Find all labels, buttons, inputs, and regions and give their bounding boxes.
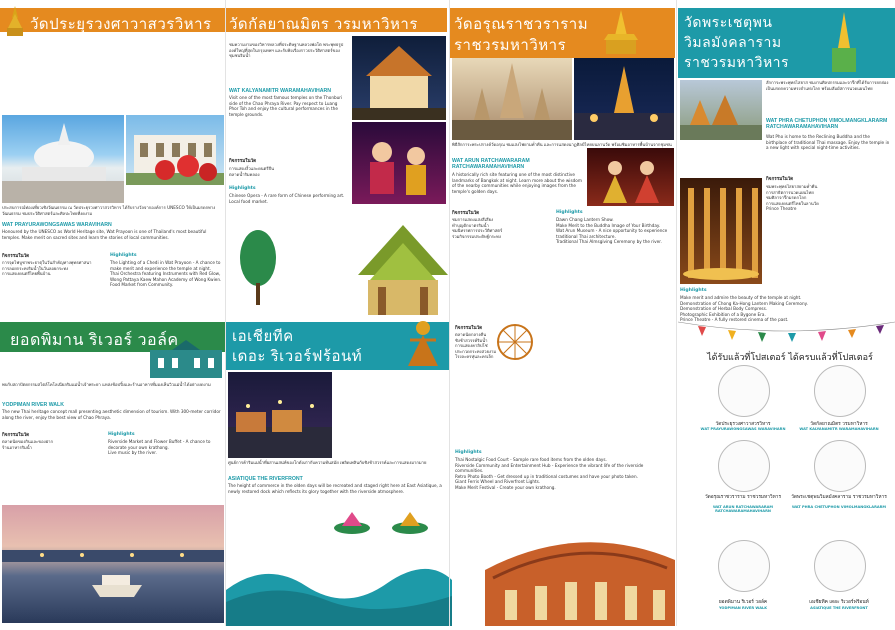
panel5-highlights-label: Highlights bbox=[108, 432, 135, 437]
panel2-photo-opera bbox=[352, 122, 446, 204]
list-item: Demonstration of Chong Ka-Hong Lantern Making Ceremony. bbox=[680, 300, 808, 306]
panel4-photo-aerial bbox=[680, 80, 762, 140]
stamp-slot-6[interactable] bbox=[814, 540, 866, 592]
list-item: การแสดงดนตรีไทยในลานวัด bbox=[766, 200, 819, 206]
panel2-photo-night-temple bbox=[352, 36, 446, 120]
list-item: ชมพระพุทธไสยาสยามค่ำคืน bbox=[766, 184, 818, 189]
panel6-activities-label: กิจกรรมในวัด bbox=[455, 326, 483, 331]
panel4-en-text: Wat Pho is home to the Reclining Buddha and the birthplace of traditional Thai massage. Enjoy the temple in a new light with special night-time activities. bbox=[766, 134, 890, 151]
panel5-photo-riverside bbox=[2, 505, 224, 623]
list-item: ชมนิทรรศการประวัติศาสตร์ bbox=[452, 228, 503, 234]
panel4-title-line2: วิมลมังคลาราม bbox=[684, 34, 782, 50]
panel2-activities-label: กิจกรรมในวัด bbox=[229, 159, 257, 164]
list-item: ทำบุญตักบาตรริมน้ำ bbox=[452, 222, 489, 228]
panel3-photo-wat-arun-day bbox=[452, 58, 572, 140]
list-item: Demonstration of Herbal Body Compress. bbox=[680, 306, 768, 312]
stamp-slot-1[interactable] bbox=[718, 365, 770, 417]
panel4-en-head: WAT PHRA CHETUPHON VIMOLMANGKLARARM RATCHAWARAMAHAVIHARN bbox=[766, 118, 888, 130]
list-item: Thai Orchestra featuring Instruments with Red Glow, Wong Pattaya Kaew Mahon Academy of Wong Kwien. bbox=[110, 271, 222, 282]
panel2-activities bbox=[229, 166, 347, 177]
panel1-en-head: WAT PRAYURAWONGSAWAS WARAVIHARN bbox=[2, 222, 112, 228]
lanterns-decoration bbox=[150, 150, 220, 185]
panel3-intro: พิธีสักการะพระปรางค์วัดอรุณ ชมแสงไฟยามค่ำคืน และการแสดงนาฏศิลป์ไทยบนลานวัด พร้อมชิมอาหารพื้นบ้านจากชุมชน bbox=[452, 142, 672, 147]
panel1-activities-label: กิจกรรมในวัด bbox=[2, 254, 30, 259]
panel6-highlights-label: Highlights bbox=[455, 450, 482, 455]
panel6-activities bbox=[455, 332, 670, 360]
list-item: Thai Nostalgic Food Court - Sample rare food items from the olden days. bbox=[455, 457, 607, 462]
list-item: Traditional Thai Almsgiving Ceremony by the river. bbox=[556, 239, 662, 245]
list-item: Chinese Opera - A rare form of Chinese performing art. bbox=[229, 193, 345, 198]
list-item: Make Merit Festival - Create your own krathong. bbox=[455, 484, 556, 490]
list-item: ตลาดนัดของกินและของฝาก bbox=[2, 439, 54, 444]
panel2-highlights-label: Highlights bbox=[229, 186, 256, 191]
list-item: Riverside Market and Flower Buffet - A chance to decorate your own krathong. bbox=[108, 439, 211, 450]
list-item: Prince Theatre - A fully restored cinema of the past. bbox=[680, 317, 789, 323]
list-item: การแสดงคาลิปโซ่ bbox=[455, 343, 488, 349]
panel3-photo-dancers bbox=[587, 148, 674, 206]
stamp-slot-6-label: เอเชียทีค เดอะ ริเวอร์ฟร้อนท์ bbox=[809, 600, 869, 605]
stamp-slot-4-label: วัดพระเชตุพนวิมลมังคลาราม ราชวรมหาวิหาร bbox=[791, 495, 887, 500]
panel3-title-line1: วัดอรุณราชวราราม bbox=[454, 16, 589, 33]
panel1-highlights-label: Highlights bbox=[110, 253, 137, 258]
list-item: ชิงช้าสวรรค์ริมน้ำ bbox=[455, 337, 488, 343]
temple-spire-icon bbox=[3, 6, 27, 38]
stamp-slot-2-sub: WAT KALYANAMITR WARAMAHAVIHARN bbox=[799, 427, 879, 431]
golden-stupa-icon bbox=[596, 10, 646, 56]
panel5-activities-label: กิจกรรมในวัด bbox=[2, 433, 30, 438]
list-item: Photographic Exhibition of a Bygone Era. bbox=[680, 311, 766, 317]
list-item: Food Market from Community. bbox=[110, 282, 174, 288]
list-item: การจุดไฟบูชาพระธาตุในวันสำคัญทางพุทธศาสนา bbox=[2, 260, 92, 265]
panel1-en-text: Honoured by the UNESCO as World Heritage site, Wat Prayoon is one of Thailand's most beautiful temples. Make merit on sacred sites and learn the stories of local communities. bbox=[2, 229, 207, 240]
panel1-title: วัดประยุรวงศาวาสวรวิหาร bbox=[30, 16, 212, 33]
panel2-en-head: WAT KALYANAMITR WARAMAHAVIHARN bbox=[229, 88, 332, 94]
panel3-highlights-label: Highlights bbox=[556, 210, 583, 215]
stamp-slot-3-label: วัดอรุณราชวราราม ราชวรมหาวิหาร bbox=[704, 495, 782, 500]
stamp-slot-2-label: วัดกัลยาณมิตร วรมหาวิหาร bbox=[810, 422, 868, 427]
divider bbox=[676, 0, 677, 626]
panel6-highlights bbox=[455, 457, 670, 491]
list-item: การลอยกระทงริมน้ำในวันลอยกระทง bbox=[2, 265, 69, 271]
list-item: โรงละครหุ่นละครเล็ก bbox=[455, 354, 494, 360]
panel6-title-line2: เดอะ ริเวอร์ฟร้อนท์ bbox=[232, 348, 363, 365]
panel4-activities bbox=[766, 184, 892, 212]
panel3-en-head: WAT ARUN RATCHAWARARAM RATCHAWARAMAHAVIHARN bbox=[452, 158, 530, 170]
list-item: ชมศิลาจารึกมรดกโลก bbox=[766, 195, 807, 201]
list-item: Dawn Chang Lantern Show. bbox=[556, 217, 614, 222]
stamp-slot-3-sub: WAT ARUN RATCHAWARARAM RATCHAWARAMAHAVIHARN bbox=[713, 505, 773, 513]
list-item: Wat Arun Museum - A nice opportunity to experience traditional Thai architecture. bbox=[556, 228, 668, 239]
krathong-icon bbox=[330, 508, 440, 536]
panel3-highlights bbox=[556, 217, 674, 245]
panel4-activities-label: กิจกรรมในวัด bbox=[766, 177, 794, 182]
panel4-intro: สักการะพระพุทธไสยาส ชมงานศิลปกรรมและจารึกที่ได้รับการยกย่องเป็นมรดกความทรงจำแห่งโลก พร้อมสัมผัสการนวดแผนไทย bbox=[766, 80, 889, 91]
panel6-title-line1: เอเชียทีค bbox=[232, 328, 294, 345]
list-item: ร่วมกิจกรรมประดิษฐ์กระทง bbox=[452, 233, 501, 239]
list-item: Make Merit to the Buddha Image of Your Birthday. bbox=[556, 222, 661, 228]
panel1-intro: ประสบการณ์ท่องเที่ยวเชิงวัฒนธรรม ณ วัดประยุรวงศาวาสวรวิหาร ได้รับรางวัลจากองค์การ UNESCO ให้เป็นมรดกทางวัฒนธรรม ชมประวัติศาสตร์และศิลปะไทยที่งดงาม bbox=[2, 205, 216, 216]
panel2-title: วัดกัลยาณมิตร วรมหาวิหาร bbox=[229, 16, 418, 33]
panel5-highlights bbox=[108, 439, 222, 456]
panel4-highlights-label: Highlights bbox=[680, 288, 707, 293]
list-item: Riverside Community and Entertainment Hub - Experience the vibrant life of the riverside communities. bbox=[455, 462, 644, 474]
list-item: Giant Ferris Wheel and Riverfront Lights. bbox=[455, 479, 541, 485]
dancer-icon bbox=[400, 318, 446, 370]
list-item: Live music by the river. bbox=[108, 450, 157, 456]
stamp-slot-1-label: วัดประยุรวงศาวาสวรวิหาร bbox=[715, 422, 771, 427]
list-item: Retro Photo Booth - Get dressed up in traditional costumes and have your photo taken. bbox=[455, 473, 638, 479]
list-item: The Lighting of a Chedi in Wat Prayoon - A chance to make merit and experience the temple at night. bbox=[110, 260, 221, 271]
panel5-activities bbox=[2, 439, 102, 450]
list-item: การแสดงงิ้วและดนตรีจีน bbox=[229, 166, 274, 171]
panel1-highlights bbox=[110, 260, 222, 288]
panel3-photo-night bbox=[574, 58, 674, 140]
panel4-title-line3: ราชวรมหาวิหาร bbox=[684, 54, 790, 70]
panel2-en-text: Visit one of the most famous temples on the Thonburi side of the Chao Phraya River. Pay respect to Luang Phor Toh and enjoy the cultural performances in the temple grounds. bbox=[229, 95, 343, 117]
flags-decoration bbox=[678, 318, 895, 344]
list-item: ร้านอาหารริมน้ำ bbox=[2, 444, 32, 450]
stamp-title: ได้รับแล้วที่โปสเตอร์ ได้ครบแล้วที่โปสเตอร์ bbox=[707, 353, 873, 363]
panel4-photo-reclining-buddha bbox=[680, 178, 762, 284]
panel3-activities-label: กิจกรรมในวัด bbox=[452, 211, 480, 216]
colonial-building-icon bbox=[150, 340, 222, 378]
list-item: การแสดงดนตรีไทยพื้นบ้าน bbox=[2, 271, 51, 277]
panel4-title-line1: วัดพระเชตุพน bbox=[684, 14, 773, 30]
list-item: Make merit and admire the beauty of the temple at night. bbox=[680, 295, 802, 300]
panel3-en-text: A historically rich site featuring one of the most distinctive landmarks of Bangkok at night. Learn more about the wisdom of the nearby communities while enjoying images from the temple's golden days. bbox=[452, 172, 582, 194]
panel5-en-text: The new Thai heritage concept mall presenting aesthetic dimension of tourism. With 300-meter corridor along the river, enjoy the best view of Chao Phraya. bbox=[2, 409, 221, 420]
stamp-slot-5-sub: YODPIMAN RIVER WALK bbox=[718, 606, 768, 610]
divider bbox=[225, 0, 226, 626]
panel6-en-text: The height of commerce in the olden days will be recreated and staged right here at East Asiatique, a newly restored dock which reflects its glory together with the riverside atmosphere. bbox=[228, 483, 442, 494]
list-item: Local food market. bbox=[229, 198, 268, 204]
divider bbox=[449, 0, 450, 626]
list-item: Prince Theatre bbox=[766, 206, 797, 212]
panel6-photo-ferris-wheel bbox=[228, 372, 332, 458]
list-item: ประกวดกระทงสวยงาม bbox=[455, 348, 497, 354]
chedi-icon bbox=[826, 12, 862, 74]
list-item: การสาธิตการนวดแผนไทย bbox=[766, 189, 814, 195]
panel3-activities bbox=[452, 217, 552, 239]
panel6-en-head: ASIATIQUE THE RIVERFRONT bbox=[228, 476, 303, 482]
list-item: ตลาดน้ำริมคลอง bbox=[229, 171, 260, 177]
stamp-slot-5-label: ยอดพิมาน ริเวอร์ วอล์ค bbox=[718, 600, 768, 605]
stamp-slot-2[interactable] bbox=[814, 365, 866, 417]
panel1-activities bbox=[2, 260, 102, 277]
panel3-title-line2: ราชวรมหาวิหาร bbox=[454, 37, 567, 54]
list-item: ชมการแสดงแสงสีเสียง bbox=[452, 217, 494, 222]
panel6-intro: ศูนย์การค้าริมแม่น้ำที่ผสานเสน่ห์ของโกดังเก่ากับความทันสมัย เพลิดเพลินกับชิงช้าสวรรค์และการแสดงมากมาย bbox=[228, 460, 427, 465]
stamp-slot-5[interactable] bbox=[718, 540, 770, 592]
panel5-en-head: YODPIMAN RIVER WALK bbox=[2, 402, 64, 408]
stamp-slot-4-sub: WAT PHRA CHETUPHON VIMOLMANGKLARARM bbox=[792, 505, 886, 509]
wave-decoration bbox=[226, 540, 452, 626]
pavilion-illustration bbox=[358, 225, 448, 320]
warehouse-illustration bbox=[485, 520, 675, 626]
list-item: ตลาดนัดกลางคืน bbox=[455, 332, 487, 337]
stamp-slot-6-sub: ASIATIQUE THE RIVERFRONT bbox=[810, 606, 868, 610]
tree-icon bbox=[238, 228, 278, 308]
stamp-slot-3[interactable] bbox=[718, 440, 770, 492]
stamp-slot-4[interactable] bbox=[814, 440, 866, 492]
stamp-slot-1-sub: WAT PRAYURAWONGSAWAS WARAVIHARN bbox=[700, 427, 786, 431]
panel5-title: ยอดพิมาน ริเวอร์ วอล์ค bbox=[10, 332, 179, 349]
panel2-highlights bbox=[229, 193, 347, 204]
panel2-intro: ชมความงามของวิหารหลวงที่ประดิษฐานหลวงพ่อโต พระพุทธรูปองค์ใหญ่ที่สุดในกรุงเทพฯ และรับฟังเรื่องราวประวัติศาสตร์ของชุมชนริมน้ำ bbox=[229, 42, 344, 59]
panel5-intro: พบกับสถาปัตยกรรมสไตล์โคโลเนียลริมแม่น้ำเจ้าพระยา แหล่งช้อปปิ้งและร้านอาหารที่มองเห็นวิวแม่น้ำได้อย่างงดงาม bbox=[2, 382, 211, 387]
panel1-photo-stupa bbox=[2, 115, 124, 203]
